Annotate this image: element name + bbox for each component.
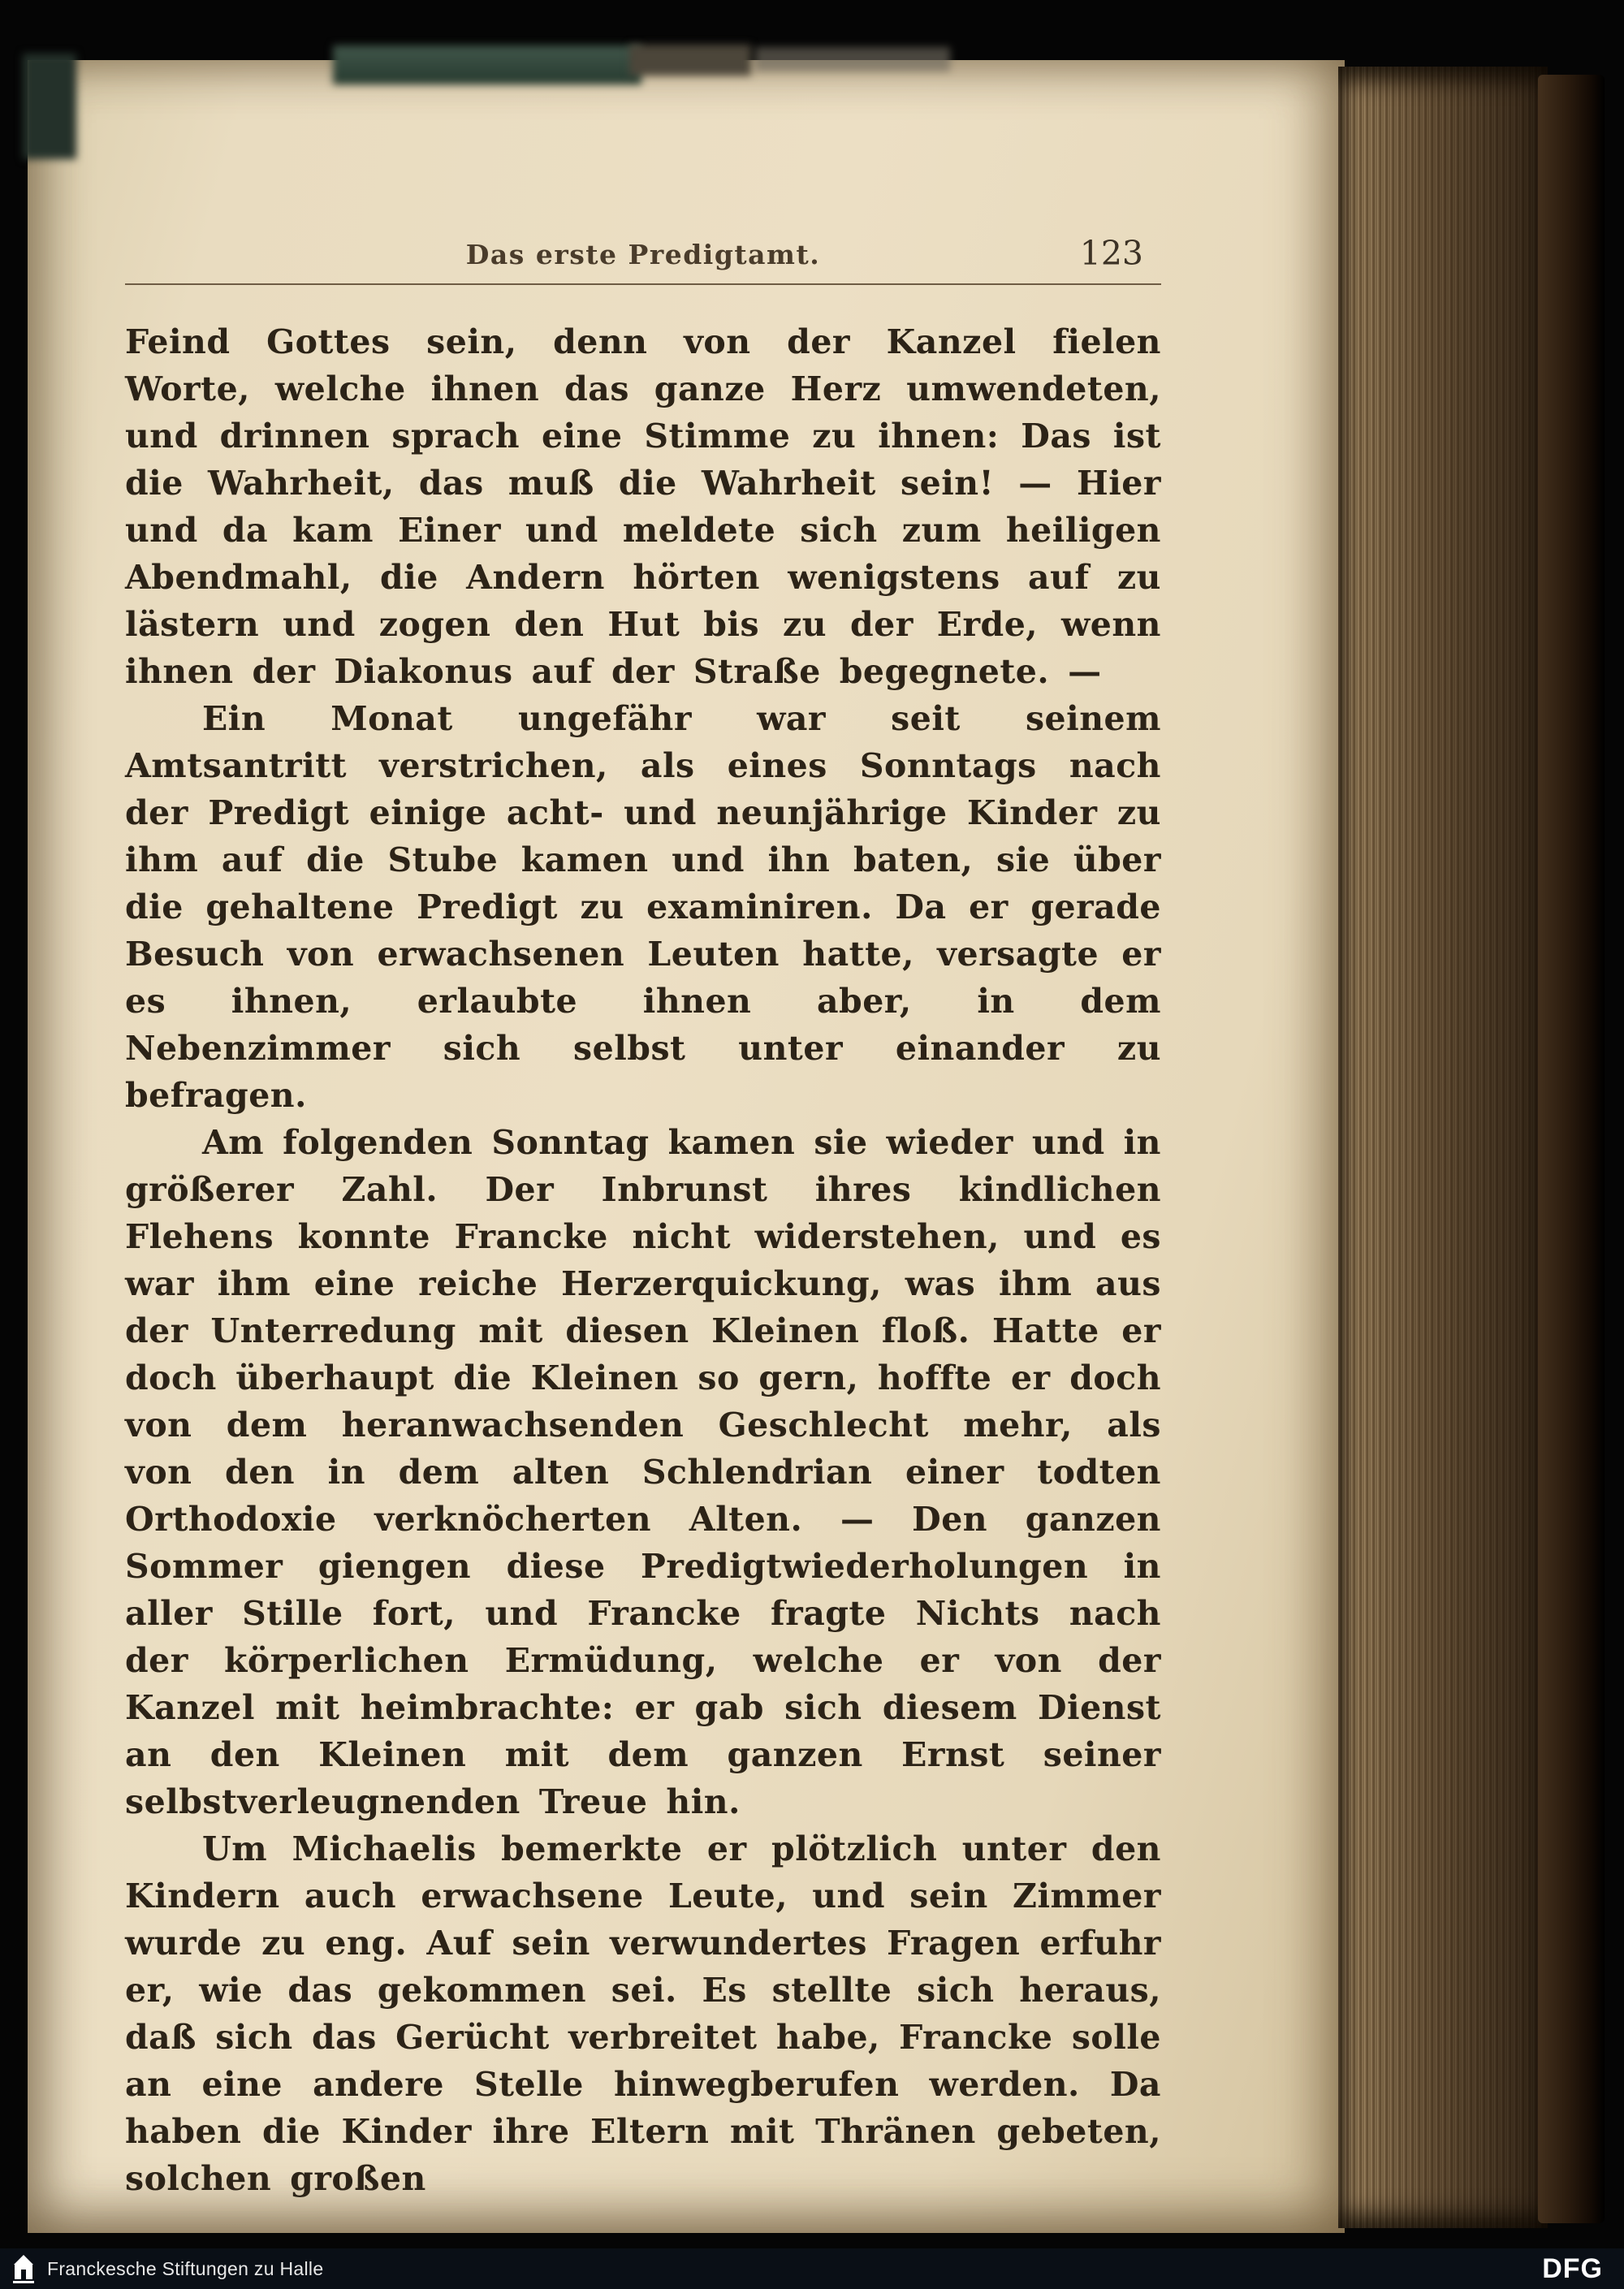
running-header-title: Das erste Predigtamt. bbox=[465, 239, 821, 270]
book-page-scan bbox=[28, 60, 1345, 2233]
book-cover-edge bbox=[1538, 75, 1605, 2223]
library-name: Franckesche Stiftungen zu Halle bbox=[47, 2257, 324, 2279]
paragraph: Am folgenden Sonntag kamen sie wieder und in größerer Zahl. Der Inbrunst ihres kindlichen Flehens konnte Francke nicht widerstehen, und es war ihm eine reiche Herzerquickung, was ihm aus der Unterredung mit diesen Kleinen floß. Hatte er doch überhaupt die Kleinen so gern, hoffte er doch von dem heranwachsenden Geschlecht mehr, als von den in dem alten Schlendrian einer todten Orthodoxie verknöcherten Alten. — Den ganzen Sommer giengen diese Predigtwiederholungen in aller Stille fort, und Francke fragte Nichts nach der körperlichen Ermüdung, welche er von der Kanzel mit heimbrachte: er gab sich diesem Dienst an den Kleinen mit dem ganzen Ernst seiner selbstverleugnenden Treue hin. bbox=[125, 1123, 1161, 1821]
cover-peek-top bbox=[629, 45, 751, 76]
cover-peek-left-corner bbox=[23, 54, 76, 159]
cover-peek-top bbox=[333, 45, 641, 84]
dfg-logo[interactable]: DFG bbox=[1542, 2252, 1603, 2284]
library-branding[interactable] bbox=[11, 2253, 323, 2284]
paragraph: Um Michaelis bemerkte er plötzlich unter den Kindern auch erwachsene Leute, und sein Zimmer wurde zu eng. Auf sein verwundertes Fragen erfuhr er, wie das gekommen sei. Es stellte sich heraus, daß sich das Gerücht verbreitet habe, Francke solle an eine andere Stelle hinwegberufen werden. Da haben die Kinder ihre Eltern mit Thränen gebeten, solchen großen bbox=[125, 1829, 1161, 2198]
franckesche-stiftungen-logo-icon bbox=[11, 2253, 36, 2284]
paragraph: Ein Monat ungefähr war seit seinem Amtsantritt verstrichen, als eines Sonntags nach der Predigt einige acht- und neunjährige Kinder zu ihm auf die Stube kamen und ihn baten, sie über die gehaltene Predigt zu examiniren. Da er gerade Besuch von erwachsenen Leuten hatte, versagte er es ihnen, erlaubte ihnen aber, in dem Nebenzimmer sich selbst unter einander zu befragen. bbox=[125, 699, 1161, 1115]
page-edge-top bbox=[755, 47, 950, 71]
page-body-text bbox=[125, 318, 1161, 2202]
page-number: 123 bbox=[1079, 234, 1143, 273]
page-stack-fore-edge bbox=[1338, 67, 1548, 2228]
running-header bbox=[125, 234, 1161, 285]
footer-bar bbox=[0, 2248, 1624, 2289]
paragraph: Feind Gottes sein, denn von der Kanzel fielen Worte, welche ihnen das ganze Herz umwendeten, und drinnen sprach eine Stimme zu ihnen: Das ist die Wahrheit, das muß die Wahrheit sein! — Hier und da kam Einer und meldete sich zum heiligen Abendmahl, die Andern hörten wenigstens auf zu lästern und zogen den Hut bis zu der Erde, wenn ihnen der Diakonus auf der Straße begegnete. — bbox=[125, 322, 1161, 691]
